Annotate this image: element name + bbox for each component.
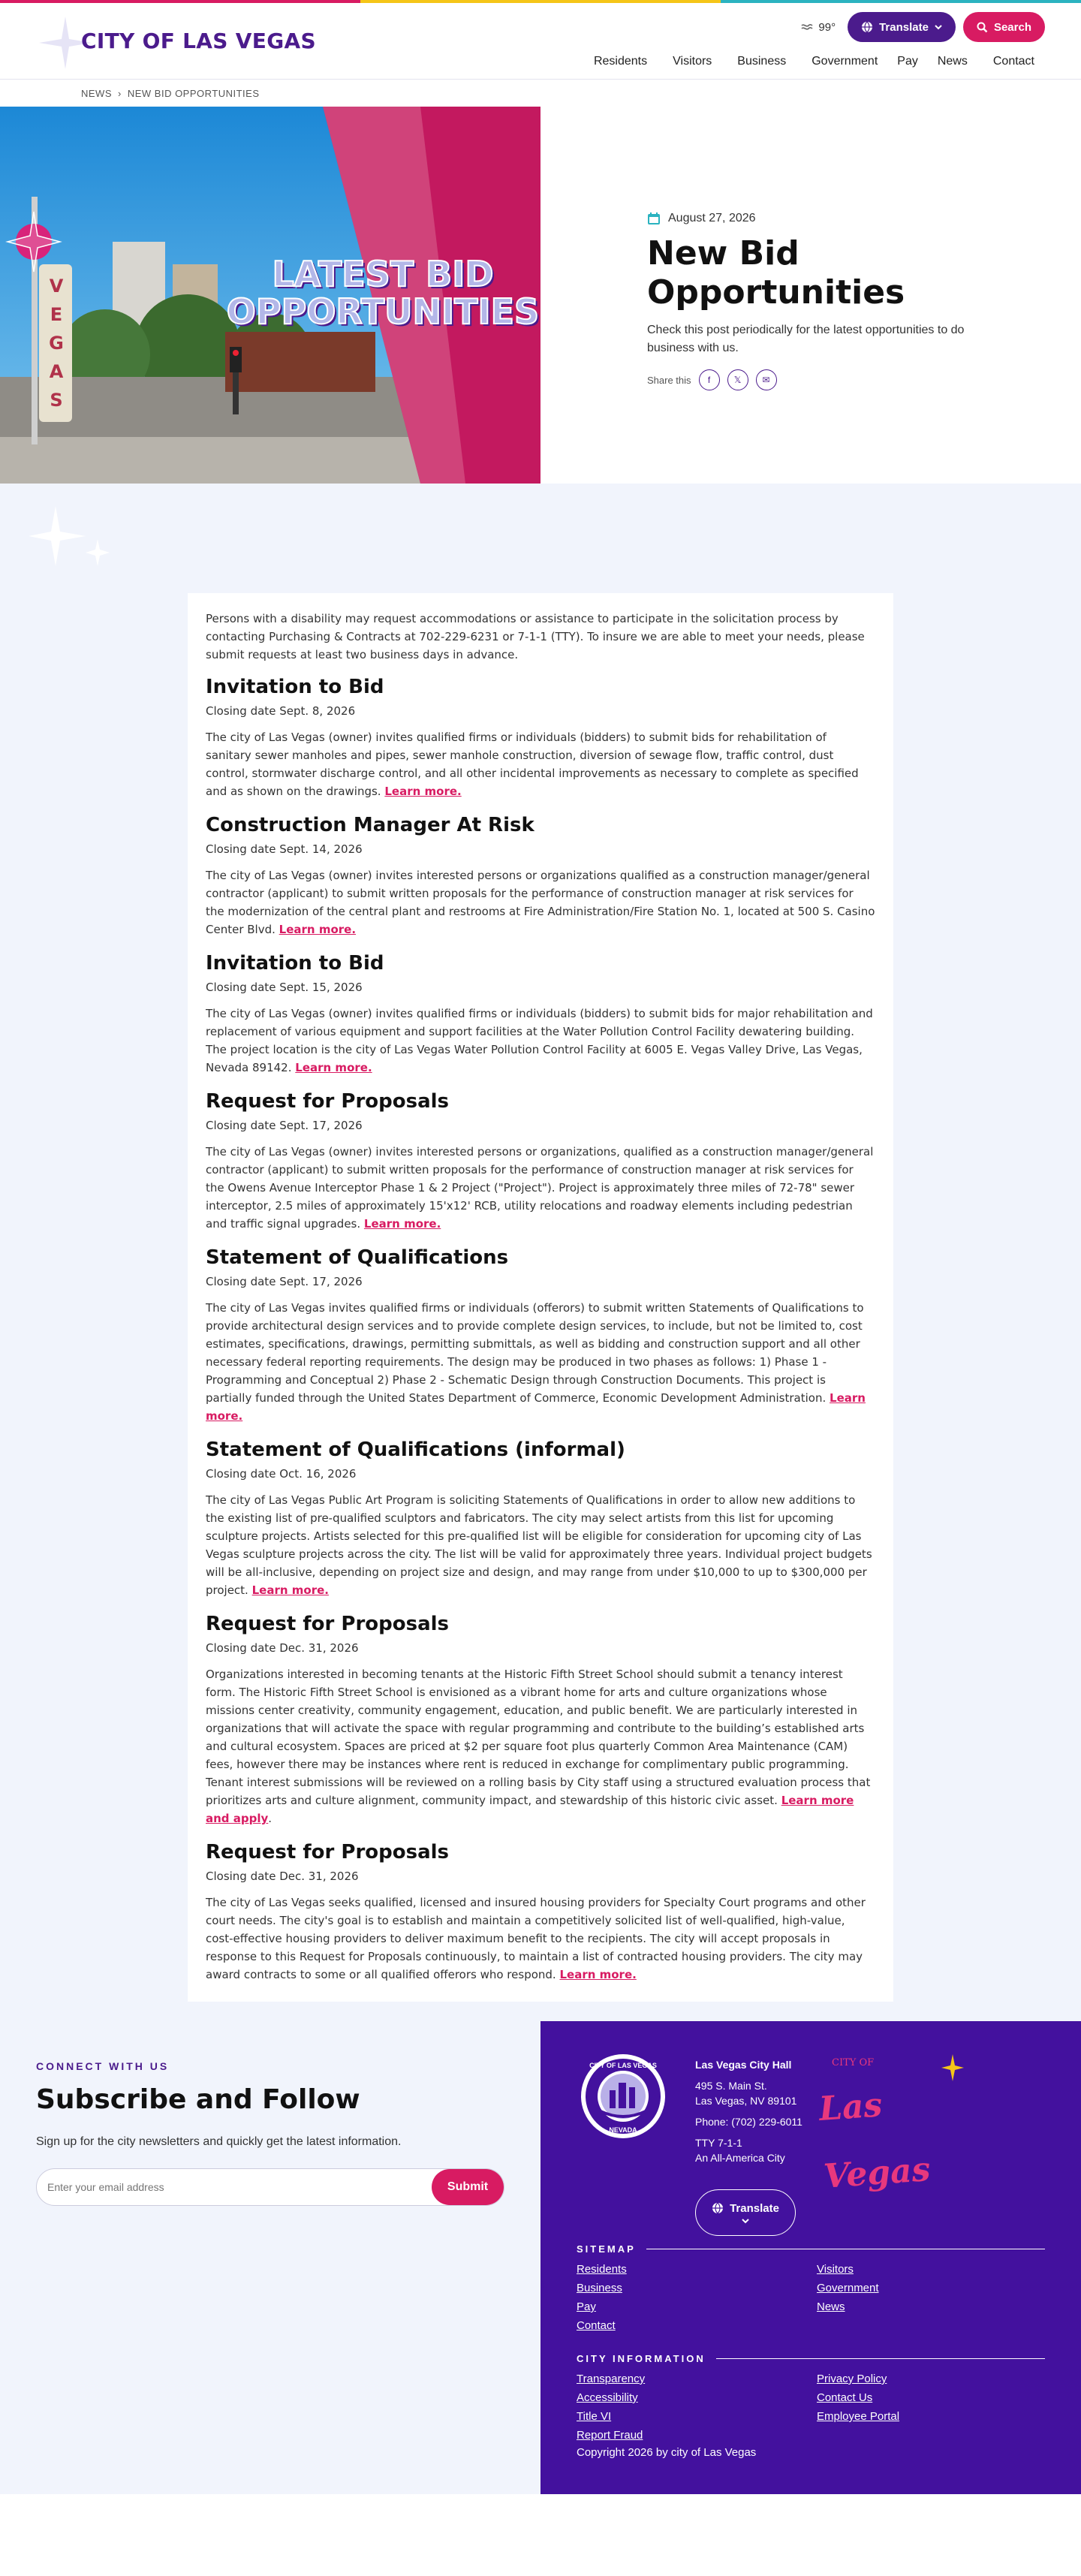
bid-description-text: The city of Las Vegas Public Art Program is soliciting Statements of Qualifications in order to allow new additions to the existing list of pre-qualified sculptors and fabricators. The city may select artists from this list for upcoming sculpture projects. Artists selected for this pre-qualified list will be eligible for consideration for upcoming city of Las Vegas sculpture projects across the city. The list will be valid for approximately three years. Individual project budgets will be all-inclusive, depending on project size and design, and may range from under $10,000 to up to $300,000 per project. [206,1493,872,1597]
learn-more-link[interactable]: Learn more. [279,923,357,936]
info-link-transparency[interactable]: Transparency [577,2373,646,2385]
bid-item [206,1839,875,1984]
bid-description-text: The city of Las Vegas (owner) invites interested persons or organizations, qualified as a construction manager/general contractor (applicant) to submit written proposals for the performance of construction manager at risk services for the Owens Avenue Interceptor Phase 1 & 2 Project ("Project"). Project is approximately three miles of 72-78" sewer interceptor, 2.5 miles of approximately 15'x12' RCB, utility relocations and roadway elements including pedestrian and traffic signal upgrades. [206,1145,874,1231]
star-icon [941,2054,964,2084]
bid-description [206,1299,875,1425]
bid-closing-date: Closing date Sept. 17, 2026 [206,1275,363,1288]
bid-title: Request for Proposals [206,1613,450,1635]
sitemap-link-contact[interactable]: Contact [577,2319,616,2332]
translate-button[interactable] [848,12,956,42]
subscribe-title: Subscribe and Follow [36,2084,360,2115]
nav-item-contact[interactable]: Contact [992,55,1034,68]
phone-number[interactable]: Phone: (702) 229-6011 [695,2116,802,2128]
learn-more-link[interactable]: Learn more. [363,1217,441,1231]
bid-item [206,1089,875,1233]
subscribe-form [36,2168,504,2206]
all-america-city: An All-America City [695,2152,785,2164]
connect-label: CONNECT WITH US [36,2060,170,2072]
weather-temp: 99° [818,20,836,34]
bid-title: Statement of Qualifications [206,1246,509,1269]
footer-info-panel [540,2021,1081,2494]
nav-item-news[interactable]: News [937,55,968,68]
nav-item-government[interactable]: Government [812,55,878,68]
bid-title: Statement of Qualifications (informal) [206,1439,625,1461]
weather-widget [800,21,836,34]
learn-more-link[interactable]: Learn more. [206,1391,866,1423]
bid-item [206,1611,875,1827]
bid-closing-date: Closing date Sept. 15, 2026 [206,981,363,994]
main-content-area [0,484,1081,2021]
bid-item [206,674,875,800]
copyright: Copyright 2026 by city of Las Vegas [577,2446,757,2459]
nav-item-business[interactable]: Business [737,55,787,68]
sitemap-heading [577,2243,1045,2255]
bid-closing-date: Closing date Sept. 17, 2026 [206,1119,363,1132]
city-info-heading [577,2353,1045,2364]
city-hall-info [695,2057,815,2165]
subscribe-description: Sign up for the city newsletters and quickly get the latest information. [36,2135,402,2148]
sitemap-label: SITEMAP [577,2243,636,2255]
bid-closing-date: Closing date Dec. 31, 2026 [206,1641,359,1655]
address-line-2: Las Vegas, NV 89101 [695,2095,797,2107]
bid-description-text: The city of Las Vegas seeks qualified, licensed and insured housing providers for Specialty Court programs and other court needs. The city's goal is to establish and maintain a competitively solicited list of well-qualified, high-value, cost-effective housing providers to deliver maximum benefit to the recipients. The city will accept proposals in response to this Request for Proposals continuously, to maintain a list of contracted housing providers. The city may award contracts to some or all qualified offerors who respond. [206,1896,866,1981]
address-line-1: 495 S. Main St. [695,2080,767,2092]
bid-description [206,728,875,800]
nav-item-residents[interactable]: Residents [593,55,648,68]
city-info-links [577,2373,1045,2442]
translate-label: Translate [879,20,929,34]
hero-meta [647,212,992,390]
nav-item-pay[interactable]: Pay [897,55,918,68]
facebook-icon[interactable]: f [699,369,720,390]
bid-item [206,1437,875,1599]
info-link-report-fraud[interactable]: Report Fraud [577,2429,643,2442]
chevron-down-icon [935,24,942,30]
sitemap-link-government[interactable]: Government [817,2282,879,2294]
bid-item [206,812,875,939]
seal-top-text: CITY OF LAS VEGAS [589,2062,657,2069]
info-link-contact-us[interactable]: Contact Us [817,2391,873,2404]
chevron-down-icon [742,2218,749,2224]
bid-description-text: The city of Las Vegas (owner) invites interested persons or organizations qualified as a construction manager/general contractor (applicant) to submit written proposals for the performance of construction manager at risk services for the modernization of the central plant and restrooms at Fire Administration/Fire Station No. 1, located at 500 S. Casino Center Blvd. [206,869,875,936]
hero-info [540,107,1081,484]
hero-section [0,107,1081,484]
bid-description [206,1491,875,1599]
hero-image-heading [225,255,540,330]
hero-image-line2: OPPORTUNITIES [226,291,540,332]
info-link-privacy-policy[interactable]: Privacy Policy [817,2373,887,2385]
sitemap-link-news[interactable]: News [817,2300,845,2313]
footer-translate-label: Translate [730,2201,779,2215]
hero-date-text: August 27, 2026 [668,212,756,224]
sitemap-link-residents[interactable]: Residents [577,2263,627,2276]
site-logo[interactable]: CITY OF LAS VEGAS [81,29,316,53]
learn-more-link[interactable]: Learn more. [384,785,462,798]
bid-description-text: The city of Las Vegas invites qualified firms or individuals (offerors) to submit written Statements of Qualifications to provide architectural design services and to provide complete design services, to include, but not be limited to, cost estimates, specifications, drawings, permitting submittals, as well as bidding and construction support and all other necessary federal reporting requirements. The design may be produced in two phases as follows: 1) Phase 1 - Programming and Conceptual 2) Phase 2 - Schematic Design through Construction Documents. This project is partially funded through the United States Department of Commerce, Economic Development Administration. [206,1301,864,1405]
bid-closing-date: Closing date Sept. 14, 2026 [206,842,363,856]
hero-image [0,107,540,484]
office-name: Las Vegas City Hall [695,2059,792,2071]
bid-list-card [188,593,893,2002]
lv-logo-big: Las Vegas [818,2086,932,2196]
globe-icon [861,21,873,33]
breadcrumb-current: NEW BID OPPORTUNITIES [127,87,260,99]
hero-date [647,212,992,225]
hero-sign-text: VEGAS [49,276,64,411]
bid-closing-date: Closing date Sept. 8, 2026 [206,704,356,718]
bid-description [206,1665,875,1827]
bid-description [206,1894,875,1984]
bid-description-trail: . [268,1812,273,1825]
breadcrumb-news[interactable]: NEWS [81,87,112,99]
accessibility-notice: Persons with a disability may request accommodations or assistance to participate in the solicitation process by contacting Purchasing & Contracts at 702-229-6231 or 7-1-1 (TTY). To insure we are able to meet your needs, please submit requests at least two business days in advance. [206,612,865,661]
header-tools [800,12,1045,42]
site-footer [0,2021,1081,2494]
bid-closing-date: Closing date Oct. 16, 2026 [206,1467,357,1481]
info-link-employee-portal[interactable]: Employee Portal [817,2410,900,2423]
city-info-label: CITY INFORMATION [577,2353,706,2364]
share-label: Share this [647,374,691,386]
bid-item [206,1245,875,1425]
sitemap-links [577,2263,1045,2332]
bid-item [206,951,875,1077]
search-label: Search [993,20,1031,34]
bid-description [206,866,875,939]
learn-more-link[interactable]: Learn more. [559,1968,637,1981]
submit-button[interactable]: Submit [432,2169,504,2205]
search-icon [977,22,988,33]
learn-more-link[interactable]: Learn more. [295,1061,372,1074]
bid-closing-date: Closing date Dec. 31, 2026 [206,1869,359,1883]
hero-image-line1: LATEST BID [272,254,494,294]
divider [716,2358,1045,2359]
bid-description-text: Organizations interested in becoming tenants at the Historic Fifth Street School should submit a tenancy interest form. The Historic Fifth Street School is envisioned as a vibrant home for arts and culture organizations whose missions center creativity, community engagement, education, and public benefit. We are particularly interested in organizations that will activate the space with regular programming and contribute to the building’s established arts and cultural ecosystem. Spaces are priced at $2 per square foot plus quarterly Common Area Maintenance (CAM) fees, however there may be instances where rent is reduced in exchange for complimentary public programming. Tenant interest submissions will be reviewed on a rolling basis by City staff using a structured evaluation process that prioritizes arts and culture alignment, community impact, and stewardship of this historic civic asset. [206,1668,871,1807]
sitemap-link-visitors[interactable]: Visitors [817,2263,854,2276]
bid-title: Construction Manager At Risk [206,814,534,836]
las-vegas-logo [818,2054,971,2196]
main-nav [568,55,1034,68]
hero-description: Check this post periodically for the latest opportunities to do business with us. [647,324,965,354]
bid-description-text: The city of Las Vegas (owner) invites qualified firms or individuals (bidders) to submit bids for rehabilitation of sanitary sewer manholes and pipes, sewer manhole construction, diversion of sewage flow, traffic control, dust control, stormwater discharge control, and all other incidental improvements as necessary to complete as specified and as shown on the drawings. [206,731,859,798]
share-bar [647,369,992,390]
info-link-accessibility[interactable]: Accessibility [577,2391,638,2404]
calendar-icon [647,212,661,225]
bid-description-text: The city of Las Vegas (owner) invites qualified firms or individuals (bidders) to submit bids for major rehabilitation and replacement of various equipment and support facilities at the Water Pollution Control Facility dewatering building. The project location is the city of Las Vegas Water Pollution Control Facility at 6005 E. Vegas Valley Drive, Las Vegas, Nevada 89142. [206,1007,873,1074]
weather-icon [800,21,814,33]
bid-title: Request for Proposals [206,1841,450,1863]
site-header [0,3,1081,80]
bid-title: Invitation to Bid [206,952,384,975]
nav-item-visitors[interactable]: Visitors [673,55,712,68]
bid-title: Invitation to Bid [206,676,384,698]
lv-logo-small: CITY OF [832,2057,875,2068]
email-icon[interactable]: ✉ [756,369,777,390]
chevron-right-icon: › [118,87,122,99]
bid-description [206,1005,875,1077]
bid-description [206,1143,875,1233]
subscribe-panel [0,2021,540,2494]
info-link-title-vi[interactable]: Title VI [577,2410,612,2423]
page-title: New Bid Opportunities [647,234,905,312]
tty-number: TTY 7-1-1 [695,2137,742,2149]
city-seal-icon [580,2053,667,2140]
sitemap-link-business[interactable]: Business [577,2282,622,2294]
globe-icon [712,2202,724,2214]
learn-more-link[interactable]: Learn more. [251,1583,329,1597]
sitemap-link-pay[interactable]: Pay [577,2300,596,2313]
search-button[interactable] [963,12,1045,42]
learn-more-apply-link[interactable]: Learn more and apply [206,1794,854,1825]
sparkle-icon [29,506,111,574]
x-icon[interactable]: 𝕏 [727,369,748,390]
seal-bottom-text: NEVADA [609,2126,637,2134]
footer-translate-button[interactable] [695,2189,796,2236]
breadcrumb [0,80,1081,107]
bid-title: Request for Proposals [206,1090,450,1113]
